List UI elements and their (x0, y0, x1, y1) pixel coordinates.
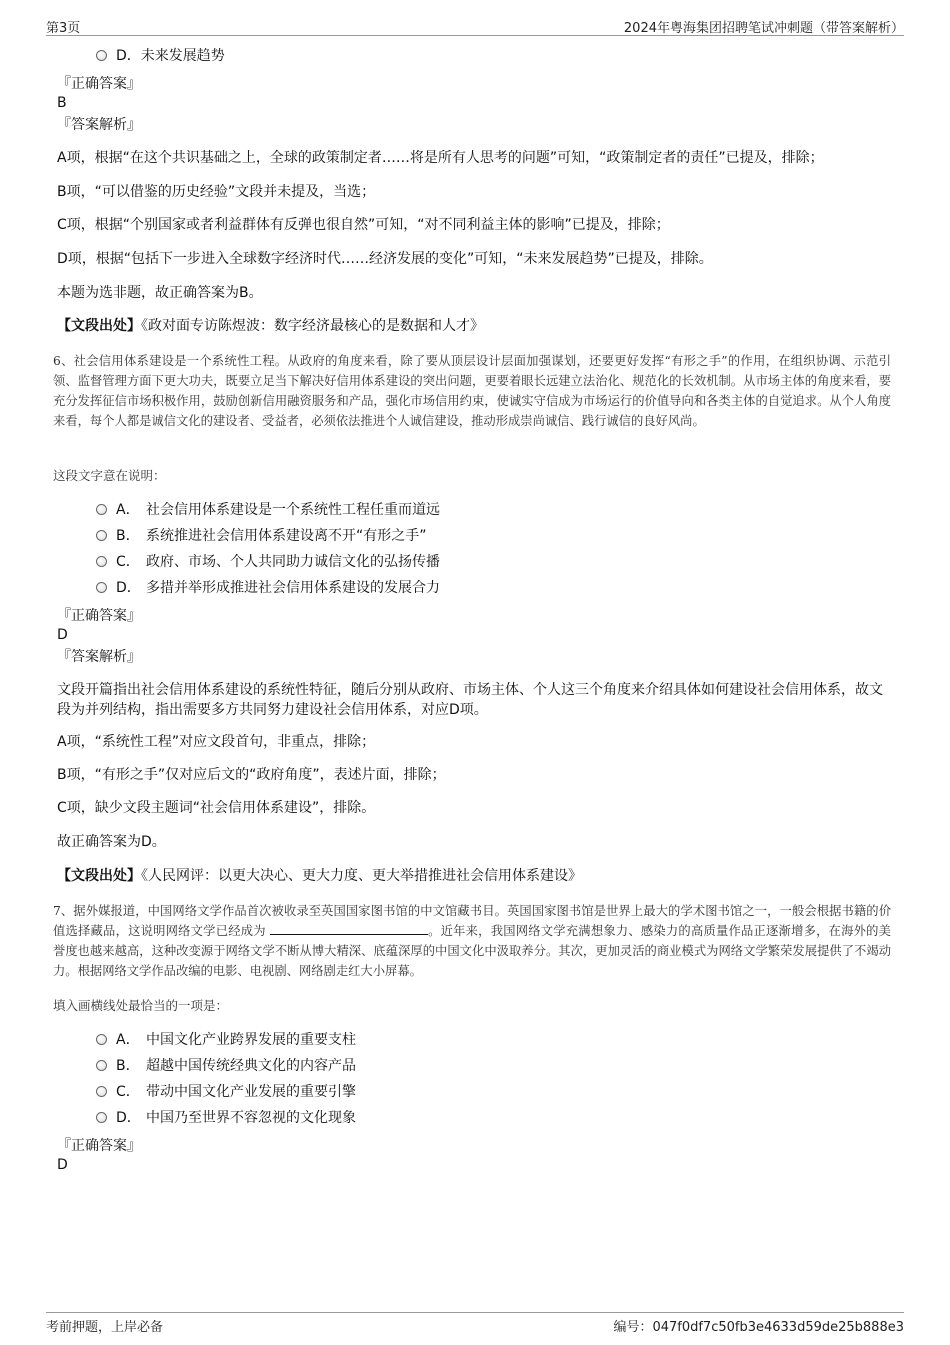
q6-analysis-main: 文段开篇指出社会信用体系建设的系统性特征，随后分别从政府、市场主体、个人这三个角度来介绍具体如何建设社会信用体系，故文段为并列结构，指出需要多方共同努力建设社会信用体系，对应D项。 (57, 682, 883, 718)
q7-option-d[interactable]: D． 中国乃至世界不容忽视的文化现象 (96, 1108, 356, 1128)
q6-answer: D (57, 627, 68, 643)
page-header (46, 15, 904, 36)
footer-slogan: 考前押题，上岸必备 (46, 1320, 164, 1335)
document-title: 2024年粤海集团招聘笔试冲刺题（带答案解析） (623, 21, 904, 36)
radio-icon[interactable] (96, 530, 107, 541)
q6-option-d[interactable]: D． 多措并举形成推进社会信用体系建设的发展合力 (96, 578, 440, 598)
radio-icon[interactable] (96, 1060, 107, 1071)
q5-option-d[interactable]: D．未来发展趋势 (96, 46, 225, 66)
q5-analysis-a: A项，根据“在这个共识基础之上，全球的政策制定者……将是所有人思考的问题”可知，“政策制定者的责任”已提及，排除； (57, 150, 824, 166)
q6-option-a[interactable]: A． 社会信用体系建设是一个系统性工程任重而道远 (96, 500, 440, 520)
radio-icon[interactable] (96, 50, 107, 61)
q6-passage: 6、社会信用体系建设是一个系统性工程。从政府的角度来看，除了要从顶层设计层面加强谋划，还要更好发挥“有形之手”的作用，在组织协调、示范引领、监督管理方面下更大功夫，既要立足当下解决好信用体系建设的突出问题，更要着眼长远建立法治化、规范化的长效机制。从市场主体的角度来看，要充分发挥征信市场积极作用，鼓励创新信用融资服务和产品，强化市场信用约束，使诚实守信成为市场运行的价值导向和各类主体的自觉追求。从个人角度来看，每个人都是诚信文化的建设者、受益者，必须依法推进个人诚信建设，推动形成崇尚诚信、践行诚信的良好风尚。 (53, 354, 891, 428)
q5-source: 【文段出处】《政对面专访陈煜波：数字经济最核心的是数据和人才》 (57, 318, 484, 334)
q7-question: 填入画横线处最恰当的一项是： (53, 998, 229, 1013)
radio-icon[interactable] (96, 504, 107, 515)
page-number: 第3页 (46, 21, 81, 36)
q7-option-c[interactable]: C． 带动中国文化产业发展的重要引擎 (96, 1082, 356, 1102)
document-id: 编号：047f0df7c50fb3e4633d59de25b888e3 (613, 1320, 904, 1335)
q6-answer-label: 『正确答案』 (57, 608, 141, 624)
radio-icon[interactable] (96, 1034, 107, 1045)
q5-conclusion: 本题为选非题，故正确答案为B。 (57, 285, 263, 301)
q5-analysis-label: 『答案解析』 (57, 117, 141, 133)
q6-analysis-label: 『答案解析』 (57, 649, 141, 665)
q6-conclusion: 故正确答案为D。 (57, 834, 166, 850)
radio-icon[interactable] (96, 1086, 107, 1097)
q5-analysis-c: C项，根据“个别国家或者利益群体有反弹也很自然”可知，“对不同利益主体的影响”已提及，排除； (57, 217, 670, 233)
fill-blank (270, 922, 428, 935)
q7-passage: 7、据外媒报道，中国网络文学作品首次被收录至英国国家图书馆的中文馆藏书目。英国国家图书馆是世界上最大的学术图书馆之一，一般会根据书籍的价值选择藏品，这说明网络文学已经成为 。近年来，我国网络文学充满想象力、感染力的高质量作品正逐渐增多，在海外的美誉度也越来越高，这种改变源于网络文学不断从博大精深、底蕴深厚的中国文化中汲取养分。其次，更加灵活的商业模式为网络文学繁荣发展提供了不竭动力。根据网络文学作品改编的电影、电视剧、网络剧走红大小屏幕。 (53, 904, 891, 978)
q7-answer-label: 『正确答案』 (57, 1138, 141, 1154)
q5-answer-label: 『正确答案』 (57, 76, 141, 92)
q6-option-b[interactable]: B． 系统推进社会信用体系建设离不开“有形之手” (96, 526, 427, 546)
q7-option-a[interactable]: A． 中国文化产业跨界发展的重要支柱 (96, 1030, 356, 1050)
q6-analysis-a: A项，“系统性工程”对应文段首句，非重点，排除； (57, 734, 376, 750)
radio-icon[interactable] (96, 1112, 107, 1123)
q5-analysis-b: B项，“可以借鉴的历史经验”文段并未提及，当选； (57, 184, 376, 200)
q6-source: 【文段出处】《人民网评：以更大决心、更大力度、更大举措推进社会信用体系建设》 (57, 868, 582, 884)
q6-option-c[interactable]: C． 政府、市场、个人共同助力诚信文化的弘扬传播 (96, 552, 440, 572)
radio-icon[interactable] (96, 582, 107, 593)
q6-question: 这段文字意在说明： (53, 468, 166, 483)
page-footer (46, 1312, 904, 1333)
q7-answer: D (57, 1157, 68, 1173)
q6-analysis-c: C项，缺少文段主题词“社会信用体系建设”，排除。 (57, 800, 376, 816)
q6-analysis-b: B项，“有形之手”仅对应后文的“政府角度”，表述片面，排除； (57, 767, 446, 783)
q5-answer: B (57, 95, 67, 111)
q7-option-b[interactable]: B． 超越中国传统经典文化的内容产品 (96, 1056, 356, 1076)
q5-analysis-d: D项，根据“包括下一步进入全球数字经济时代……经济发展的变化”可知，“未来发展趋势”已提及，排除。 (57, 251, 713, 267)
radio-icon[interactable] (96, 556, 107, 567)
